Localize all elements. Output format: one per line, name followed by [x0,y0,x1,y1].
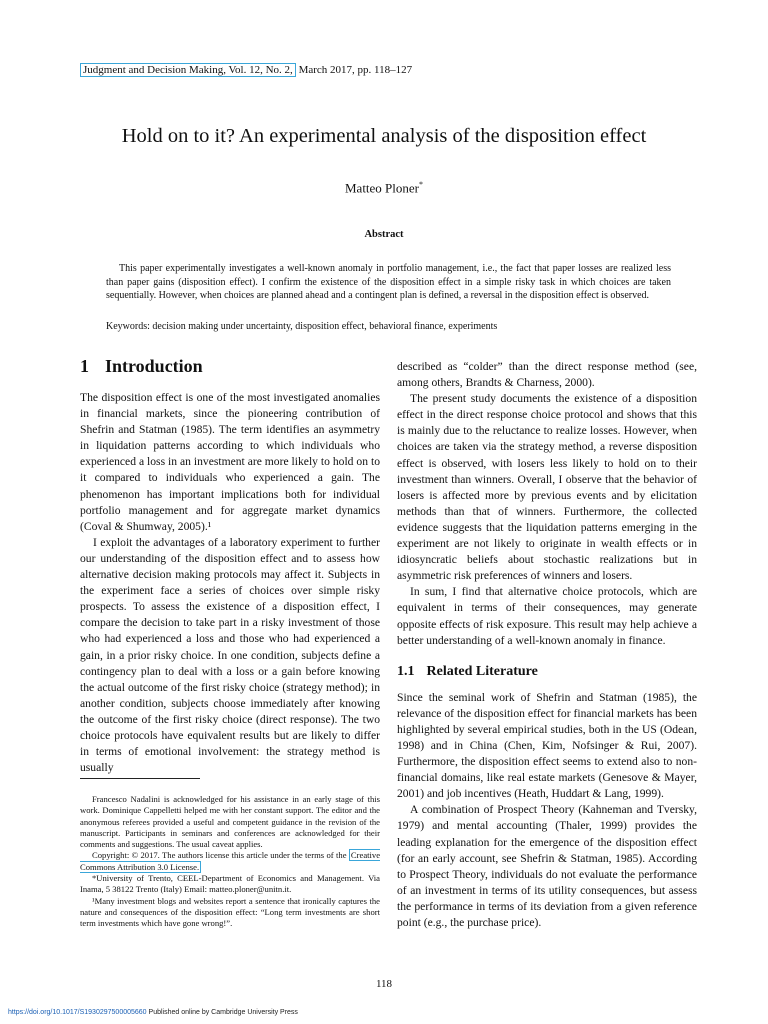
paragraph: I exploit the advantages of a laboratory experiment to further our understanding of the disposition effect and to assess how alternative decision making protocols may affect it. Subjects in the experiment face a series of choices over simple risky prospects. To assess the existence of a disposition effect, I compare the decision to take part in a risky investment of those who had experienced a loss and those who had experienced a gain, in a prior risky choice. In one condition, subjects define a contingency plan to deal with a loss or a gain before knowing the actual outcome of the first risky choice (strategy method); in another condition, subjects choose immediately after knowing the outcome of the first risky choice (direct response). The two choice protocols have equivalent results but are likely to differ in terms of emotional involvement: the strategy method is usually [80,535,380,775]
footnote-1: ¹Many investment blogs and websites report a sentence that ironically captures the nature and consequences of the disposition effect: “Long term investments are short term investments which have gone wrong!”. [80,895,380,929]
paper-title: Hold on to it? An experimental analysis of the disposition effect [121,125,647,147]
author-line [0,177,768,196]
paragraph: The disposition effect is one of the most investigated anomalies in financial markets, since the pioneering contribution of Shefrin and Statman (1985). The term identifies an asymmetry in liquidation patterns according to which individuals who experienced a loss in an investment are more likely to hold on to it compared to individuals who experienced a gain. The phenomenon has important implications both for individual portfolio management and for aggregate market dynamics (Coval & Shumway, 2005).¹ [80,391,380,533]
keywords: Keywords: decision making under uncertainty, disposition effect, behavioral finance, experiments [106,321,498,332]
journal-citation [80,64,412,77]
footnotes [80,794,380,930]
paragraph: Since the seminal work of Shefrin and Statman (1985), the relevance of the disposition effect for financial markets has been highlighted by several empirical studies, both in the US (Odean, 1998) and in China (Chen, Kim, Nofsinger & Rui, 2007). Furthermore, the disposition effect seems to extend also to non-financial domains, like real estate markets (Genesove & Mayer, 2001) and job incentives (Heath, Huddart & Lang, 1999). [397,690,697,801]
doi-link[interactable]: https://doi.org/10.1017/S1930297500005660 [8,1009,147,1016]
paragraph: The present study documents the existence of a disposition effect in the direct response choice protocol and shows that this is mainly due to the reluctance to realize losses. However, when choices are taken via the strategy method, a reverse disposition effect is observed, with losers less likely to hold on to their investment than winners. Overall, I observe that the behavior of losers is affected more by previous events and by elicitation methods than that of winners. Furthermore, the collected evidence suggests that the liquidation patterns emerging in the experiment are not likely to originate in wealth effects or in idiosyncratic beliefs about stochastic realizations but in asymmetric risk preferences of winners and losers. [397,392,697,583]
section-title: Introduction [105,356,203,376]
subsection-title: Related Literature [426,663,538,679]
abstract-heading: Abstract [364,229,404,240]
section-heading-introduction [80,354,380,378]
journal-link[interactable]: Judgment and Decision Making, Vol. 12, No. 2, [80,63,296,77]
journal-issue-date: March 2017, pp. 118–127 [295,64,413,76]
right-column [397,359,697,931]
left-column [80,354,380,776]
license-link[interactable]: Creative Commons Attribution 3.0 License. [80,850,381,872]
footnote-divider [80,778,200,779]
published-note: Published online by Cambridge University Press [146,1009,298,1016]
section-number: 1 [80,356,89,376]
author-footnote-mark: * [419,180,423,189]
abstract-body: This paper experimentally investigates a well-known anomaly in portfolio management, i.e., the fact that paper losses are realized less than paper gains (disposition effect). I confirm the existence of the disposition effect in a simple risky task in which choices are taken sequentially. However, when choices are planned ahead and a contingent plan is defined, a reversal in the disposition effect is observed. [106,263,671,302]
copyright-text: Copyright: © 2017. The authors license this article under the terms of the [92,850,347,861]
footnote-affiliation: *University of Trento, CEEL-Department of Economics and Management. Via Inama, 5 38122 Trento (Italy) Email: matteo.ploner@unitn.it. [80,873,380,895]
subsection-number: 1.1 [397,663,415,679]
paragraph: In sum, I find that alternative choice protocols, which are equivalent in terms of their consequences, may generate opposite effects of risk exposure. This result may help achieve a better understanding of a well-known anomaly in finance. [397,585,697,647]
paragraph: described as “colder” than the direct response method (see, among others, Brandts & Charness, 2000). [397,360,697,390]
footnote-acknowledgement: Francesco Nadalini is acknowledged for his assistance in an early stage of this work. Dominique Cappelletti helped me with her constant support. The editor and the anonymous referees provided a useful and competent guidance in the revision of the manuscript. Participants in seminars and conferences are acknowledged for their comments and suggestions. The usual caveat applies. [80,794,380,850]
publisher-strip [8,1008,298,1017]
author-name: Matteo Ploner [344,180,419,196]
footnote-copyright [80,850,380,873]
page-number: 118 [375,978,393,990]
paragraph: A combination of Prospect Theory (Kahneman and Tversky, 1979) and mental accounting (Thaler, 1999) provides the leading explanation for the emergence of the disposition effect (for an early account, see Shefrin & Statman, 1985). According to Prospect Theory, individuals do not evaluate the performance of an investment in terms of its utility consequences, but assess the performance in terms of its deviation from a given reference point (e.g., the purchase price). [397,803,697,929]
subsection-heading-related-literature [397,663,697,681]
